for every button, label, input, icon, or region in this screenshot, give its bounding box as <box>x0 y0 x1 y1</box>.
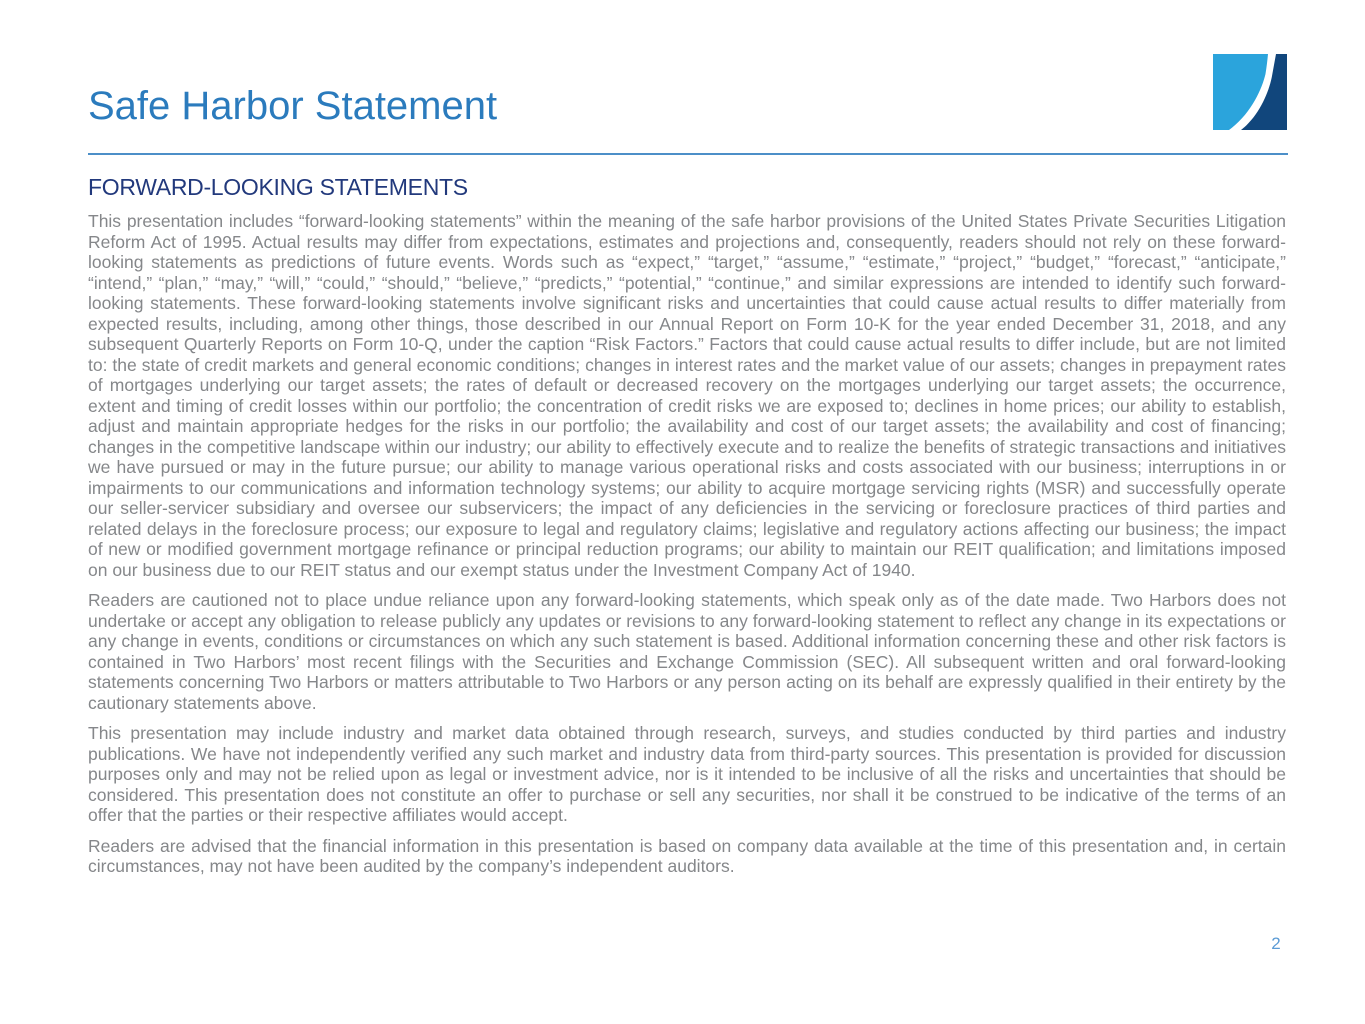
paragraph-forward-looking: This presentation includes “forward-looking statements” within the meaning of the safe harbor provisions of the United States Private Securities Litigation Reform Act of 1995. Actual results may differ from expectations, estimates and projections and, consequently, readers should not rely on these forward-looking statements as predictions of future events. Words such as “expect,” “target,” “assume,” “estimate,” “project,” “budget,” “forecast,” “anticipate,” “intend,” “plan,” “may,” “will,” “could,” “should,” “believe,” “predicts,” “potential,” “continue,” and similar expressions are intended to identify such forward-looking statements. These forward-looking statements involve significant risks and uncertainties that could cause actual results to differ materially from expected results, including, among other things, those described in our Annual Report on Form 10-K for the year ended December 31, 2018, and any subsequent Quarterly Reports on Form 10-Q, under the caption “Risk Factors.” Factors that could cause actual results to differ include, but are not limited to: the state of credit markets and general economic conditions; changes in interest rates and the market value of our assets; changes in prepayment rates of mortgages underlying our target assets; the rates of default or decreased recovery on the mortgages underlying our target assets; the occurrence, extent and timing of credit losses within our portfolio; the concentration of credit risks we are exposed to; declines in home prices; our ability to establish, adjust and maintain appropriate hedges for the risks in our portfolio; the availability and cost of our target assets; the availability and cost of financing; changes in the competitive landscape within our industry; our ability to effectively execute and to realize the benefits of strategic transactions and initiatives we have pursued or may in the future pursue; our ability to manage various operational risks and costs associated with our business; interruptions in or impairments to our communications and information technology systems; our ability to acquire mortgage servicing rights (MSR) and successfully operate our seller-servicer subsidiary and oversee our subservicers; the impact of any deficiencies in the servicing or foreclosure practices of third parties and related delays in the foreclosure process; our exposure to legal and regulatory claims; legislative and regulatory actions affecting our business; the impact of new or modified government mortgage refinance or principal reduction programs; our ability to maintain our REIT qualification; and limitations imposed on our business due to our REIT status and our exempt status under the Investment Company Act of 1940. <box>88 211 1286 580</box>
disclaimer-body <box>88 211 1286 887</box>
title-divider-rule <box>88 153 1288 155</box>
paragraph-reader-caution: Readers are cautioned not to place undue reliance upon any forward-looking statements, which speak only as of the date made. Two Harbors does not undertake or accept any obligation to release publicly any updates or revisions to any forward-looking statement to reflect any change in its expectations or any change in events, conditions or circumstances on which any such statement is based. Additional information concerning these and other risk factors is contained in Two Harbors’ most recent filings with the Securities and Exchange Commission (SEC). All subsequent written and oral forward-looking statements concerning Two Harbors or matters attributable to Two Harbors or any person acting on its behalf are expressly qualified in their entirety by the cautionary statements above. <box>88 590 1286 713</box>
section-heading: FORWARD-LOOKING STATEMENTS <box>88 174 468 200</box>
page-title: Safe Harbor Statement <box>88 84 498 128</box>
page-number: 2 <box>1271 934 1281 953</box>
paragraph-financial-information: Readers are advised that the financial information in this presentation is based on company data available at the time of this presentation and, in certain circumstances, may not have been audited by the company’s independent auditors. <box>88 835 1286 876</box>
paragraph-industry-data: This presentation may include industry and market data obtained through research, surveys, and studies conducted by third parties and industry publications. We have not independently verified any such market and industry data from third-party sources. This presentation is provided for discussion purposes only and may not be relied upon as legal or investment advice, nor is it intended to be inclusive of all the risks and uncertainties that should be considered. This presentation does not constitute an offer to purchase or sell any securities, nor shall it be construed to be indicative of the terms of an offer that the parties or their respective affiliates would accept. <box>88 723 1286 825</box>
two-harbors-logo-icon <box>1213 54 1287 130</box>
